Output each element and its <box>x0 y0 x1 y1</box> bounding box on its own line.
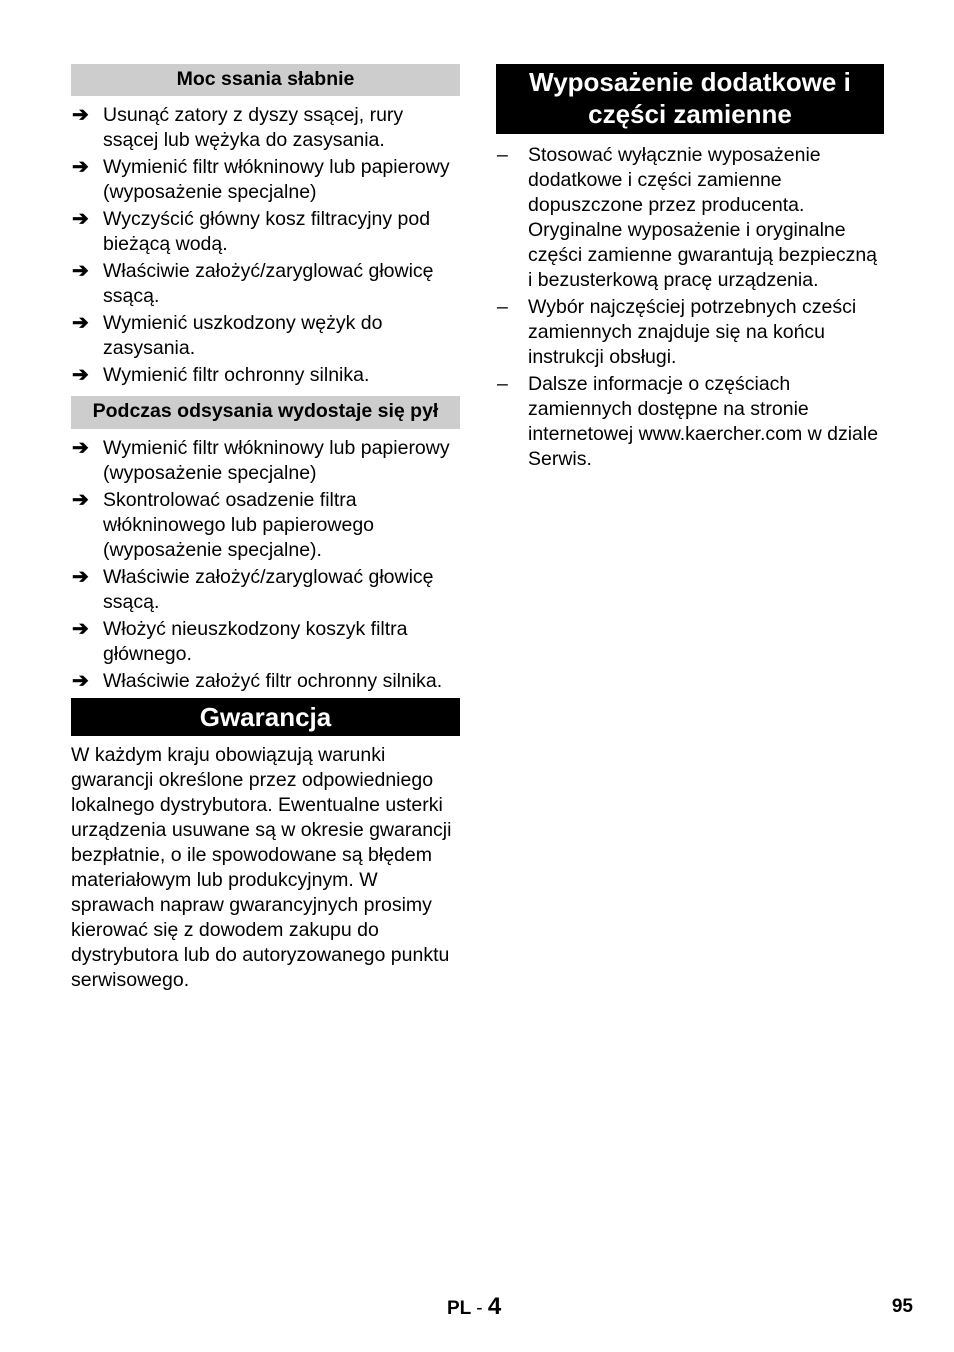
step-item: ➔ Właściwie założyć/zaryglować głowicę ssącą. <box>72 566 434 613</box>
step-item: ➔ Włożyć nieuszkodzony koszyk filtra głównego. <box>72 618 408 665</box>
step-list-moc-ssania <box>71 103 460 388</box>
step-item: ➔ Właściwie założyć/zaryglować głowicę ssącą. <box>72 260 434 307</box>
arrow-right-icon: ➔ <box>72 364 89 386</box>
arrow-right-icon: ➔ <box>72 208 89 230</box>
heading-gwarancja: Gwarancja <box>71 698 460 736</box>
list-item: – Wybór najczęściej potrzebnych cześci zamiennych znajduje się na końcu instrukcji obsługi. <box>497 296 857 368</box>
step-item: ➔ Skontrolować osadzenie filtra włókninowego lub papierowego (wyposażenie specjalne). <box>72 489 375 561</box>
arrow-right-icon: ➔ <box>72 437 89 459</box>
arrow-right-icon: ➔ <box>72 670 89 692</box>
accessories-list <box>496 143 884 472</box>
step-item: ➔ Wymienić filtr włókninowy lub papierowy (wyposażenie specjalne) <box>72 156 450 203</box>
step-item: ➔ Wymienić filtr włókninowy lub papierowy (wyposażenie specjalne) <box>72 437 450 484</box>
footer-section-label <box>447 1293 501 1321</box>
arrow-right-icon: ➔ <box>72 312 89 334</box>
right-column <box>496 64 884 472</box>
arrow-right-icon: ➔ <box>72 104 89 126</box>
footer-section-page: 4 <box>487 1293 502 1320</box>
page-number: 95 <box>891 1296 913 1317</box>
left-column <box>71 64 460 993</box>
arrow-right-icon: ➔ <box>72 566 89 588</box>
dash-bullet: – <box>497 373 508 395</box>
step-item: ➔ Usunąć zatory z dyszy ssącej, rury ssącej lub wężyka do zasysania. <box>72 104 404 151</box>
step-item: ➔ Wymienić uszkodzony wężyk do zasysania. <box>72 312 383 359</box>
list-item: – Dalsze informacje o częściach zamiennych dostępne na stronie internetowej www.kaercher.com w dziale Serwis. <box>497 373 879 470</box>
arrow-right-icon: ➔ <box>72 260 89 282</box>
dash-bullet: – <box>497 296 508 318</box>
footer-separator: - <box>476 1298 483 1319</box>
step-item: ➔ Właściwie założyć filtr ochronny silnika. <box>72 670 443 692</box>
footer-lang: PL <box>447 1298 471 1319</box>
arrow-right-icon: ➔ <box>72 156 89 178</box>
heading-moc-ssania: Moc ssania słabnie <box>71 64 460 96</box>
warranty-text: W każdym kraju obowiązują warunki gwarancji określone przez odpowiedniego lokalnego dystrybutora. Ewentualne usterki urządzenia usuwane są w okresie gwarancji bezpłatnie, o ile spowodowane są błędem materiałowym lub produkcyjnym. W sprawach napraw gwarancyjnych prosimy kierować się z dowodem zakupu do dystrybutora lub do autoryzowanego punktu serwisowego. <box>71 744 452 991</box>
arrow-right-icon: ➔ <box>72 489 89 511</box>
heading-wyposazenie: Wyposażenie dodatkowe i części zamienne <box>496 64 884 134</box>
dash-bullet: – <box>497 144 508 166</box>
list-item: – Stosować wyłącznie wyposażenie dodatkowe i części zamienne dopuszczone przez producenta. Oryginalne wyposażenie i oryginalne części zamienne gwarantują bezpieczną i bezusterkową pracę urządzenia. <box>497 144 878 291</box>
heading-pyl: Podczas odsysania wydostaje się pył <box>71 396 460 429</box>
arrow-right-icon: ➔ <box>72 618 89 640</box>
step-list-pyl <box>71 436 460 694</box>
step-item: ➔ Wyczyścić główny kosz filtracyjny pod bieżącą wodą. <box>72 208 431 255</box>
step-item: ➔ Wymienić filtr ochronny silnika. <box>72 364 370 386</box>
